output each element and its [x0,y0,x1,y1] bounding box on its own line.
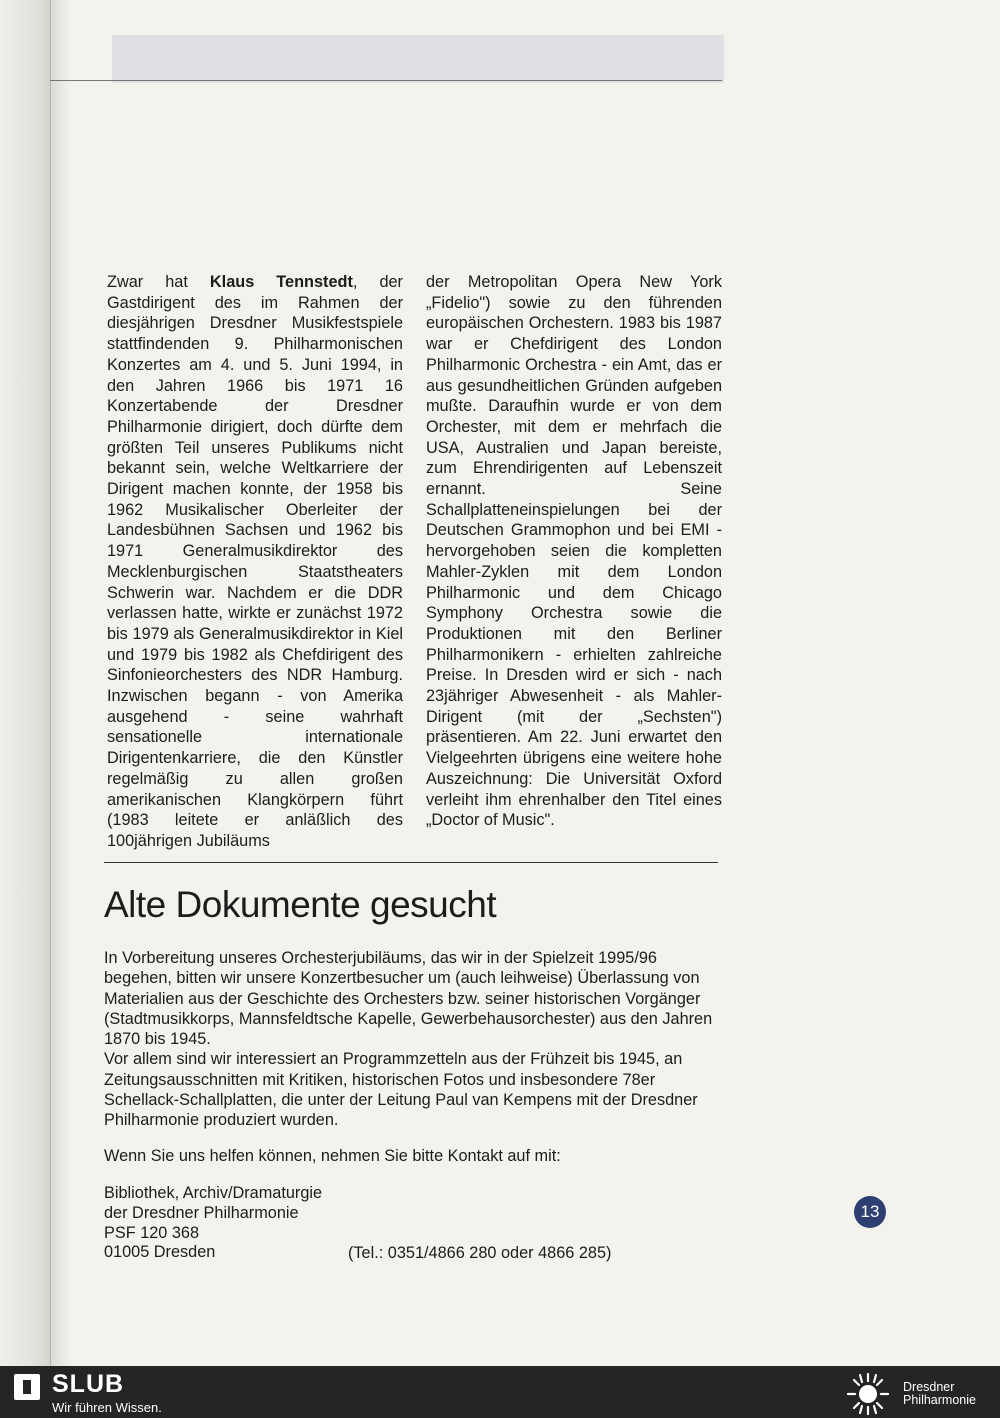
article-column-left [107,272,403,852]
bleed-through-strip [112,35,724,83]
sunburst-logo-icon [842,1372,894,1416]
article-intro: Zwar hat [107,273,210,291]
orchestra-name-line: Philharmonie [903,1393,976,1407]
section-title: Alte Dokumente gesucht [104,884,497,925]
contact-phone: (Tel.: 0351/4866 280 oder 4866 285) [348,1244,612,1262]
section-body [104,948,718,1131]
contact-address [104,1184,322,1263]
article-text-right: der Metropolitan Opera New York „Fidelio") sowie zu den führenden europäischen Orchestern. 1983 bis 1987 war er Chefdirigent des London Philharmonic Orchestra - ein Amt, das er aus gesundheitlichen Gründen aufgeben mußte. Daraufhin wurde er von dem Orchester, mit dem er mehrfach die USA, Australien und Japan bereiste, zum Ehrendirigenten auf Lebenszeit ernannt. Seine Schallplatteneinspielungen bei der Deutschen Grammophon und bei EMI - hervorgehoben seien die kompletten Mahler-Zyklen mit dem London Philharmonic und dem Chicago Symphony Orchestra sowie die Produktionen mit den Berliner Philharmonikern - erhielten zahlreiche Preise. In Dresden wird er sich - nach 23jähriger Abwesenheit - als Mahler-Dirigent (mit der „Sechsten") präsentieren. Am 22. Juni erwartet den Vielgeehrten übrigens eine weitere hohe Auszeichnung: Die Universität Oxford verleiht ihm ehrenhalber den Titel eines „Doctor of Music". [426,273,722,830]
left-page-edge [0,0,51,1366]
page-number-badge: 13 [854,1196,886,1228]
address-line: PSF 120 368 [104,1223,200,1242]
contact-prompt: Wenn Sie uns helfen können, nehmen Sie bitte Kontakt auf mit: [104,1147,561,1165]
slub-logo-icon [14,1374,40,1400]
section-paragraph-1: In Vorbereitung unseres Orchesterjubiläums, das wir in der Spielzeit 1995/96 begehen, bitten wir unsere Konzertbesucher um (auch leihweise) Überlassung von Materialien aus der Geschichte des Orchesters bzw. seiner historischen Vorgänger (Stadtmusikkorps, Mannsfeldtsche Kapelle, Gewerbehausorchester) aus den Jahren 1870 bis 1945. [104,949,713,1049]
library-name: SLUB [52,1370,125,1398]
section-paragraph-2: Vor allem sind wir interessiert an Programmzetteln aus der Frühzeit bis 1945, an Zeitungsausschnitten mit Kritiken, historischen Fotos und insbesondere 78er Schellack-Schallplatten, die unter der Leitung Paul van Kempens mit der Dresdner Philharmonie produziert wurden. [104,1050,698,1130]
library-tagline: Wir führen Wissen. [52,1400,162,1415]
article-column-right [426,272,722,831]
gutter-shadow [50,0,70,1366]
section-divider [104,862,718,863]
article-text-left: , der Gastdirigent des im Rahmen der diesjährigen Dresdner Musikfestspiele stattfindenden 9. Philharmonischen Konzertes am 4. und 5. Juni 1994, in den Jahren 1966 bis 1971 16 Konzertabende der Dresdner Philharmonie dirigiert, doch dürfte dem größten Teil unseres Publikums nicht bekannt sein, welche Weltkarriere der Dirigent machen konnte, der 1958 bis 1962 Musikalischer Oberleiter der Landesbühnen Sachsen und 1962 bis 1971 Generalmusikdirektor des Mecklenburgischen Staatstheaters Schwerin war. Nachdem er die DDR verlassen hatte, wirkte er zunächst 1972 bis 1979 als Generalmusikdirektor in Kiel und 1979 bis 1982 als Chefdirigent des Sinfonieorchesters des NDR Hamburg. Inzwischen begann - von Amerika ausgehend - seine wahrhaft sensationelle internationale Dirigentenkarriere, die den Künstler regelmäßig zu allen großen amerikanischen Klangkörpern führt (1983 leitete er anläßlich des 100jährigen Jubiläums [107,273,403,850]
address-line: der Dresdner Philharmonie [104,1203,299,1222]
address-line: 01005 Dresden [104,1243,216,1262]
orchestra-name-line: Dresdner [903,1380,955,1394]
address-line: Bibliothek, Archiv/Dramaturgie [104,1184,323,1202]
conductor-name: Klaus Tennstedt [209,273,353,291]
orchestra-name [903,1381,976,1407]
top-rule [50,80,722,81]
